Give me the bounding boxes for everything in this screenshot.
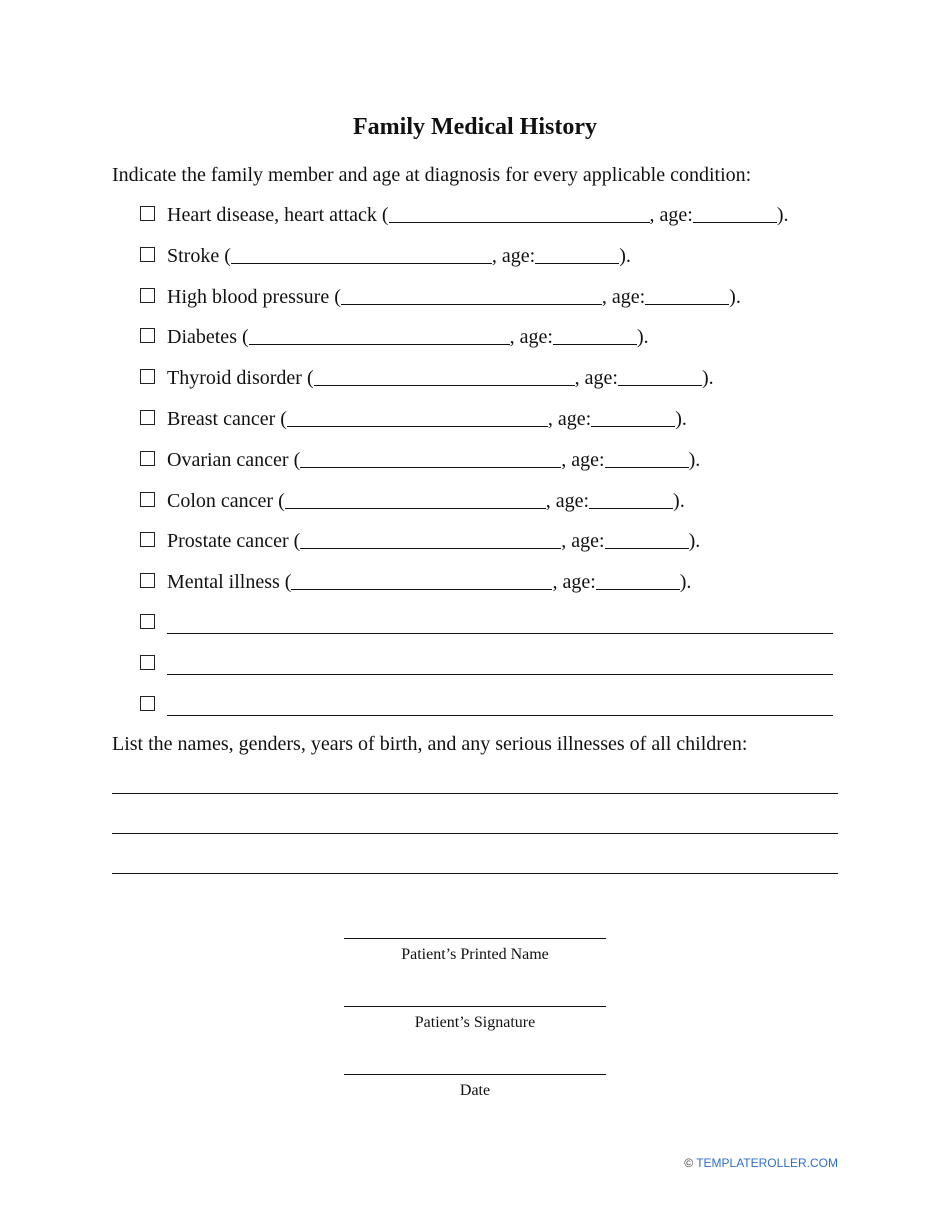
- condition-heart-disease: [140, 202, 833, 243]
- age-field[interactable]: [645, 284, 729, 305]
- date-label: Date: [459, 1082, 491, 1099]
- close-paren: ).: [673, 489, 685, 512]
- checkbox-mental-illness[interactable]: [140, 573, 155, 588]
- children-entry-line[interactable]: [112, 873, 838, 874]
- family-member-field[interactable]: [389, 202, 650, 223]
- templateroller-link[interactable]: TEMPLATEROLLER.COM: [696, 1156, 838, 1170]
- age-field[interactable]: [589, 488, 673, 509]
- printed-name-line[interactable]: [344, 938, 606, 939]
- family-member-field[interactable]: [300, 528, 561, 549]
- checkbox-high-blood-pressure[interactable]: [140, 288, 155, 303]
- condition-label: High blood pressure (: [167, 285, 341, 308]
- checkbox-stroke[interactable]: [140, 247, 155, 262]
- condition-label: Diabetes (: [167, 326, 249, 349]
- conditions-instructions: Indicate the family member and age at diagnosis for every applicable condition:: [112, 164, 752, 186]
- family-member-field[interactable]: [287, 406, 548, 427]
- other-condition-field[interactable]: [167, 653, 833, 675]
- condition-colon-cancer: [140, 488, 833, 529]
- other-condition-field[interactable]: [167, 694, 833, 716]
- age-field[interactable]: [605, 447, 689, 468]
- date-block: [344, 1074, 606, 1101]
- condition-label: Mental illness (: [167, 571, 292, 594]
- children-entry-line[interactable]: [112, 793, 838, 794]
- close-paren: ).: [619, 244, 631, 267]
- checkbox-ovarian-cancer[interactable]: [140, 451, 155, 466]
- other-condition-field[interactable]: [167, 612, 833, 634]
- checkbox-prostate-cancer[interactable]: [140, 532, 155, 547]
- family-member-field[interactable]: [231, 243, 492, 264]
- condition-other: [140, 692, 833, 733]
- age-field[interactable]: [618, 365, 702, 386]
- printed-name-label: Patient’s Printed Name: [401, 946, 549, 963]
- checkbox-other-condition[interactable]: [140, 696, 155, 711]
- age-label: , age:: [509, 326, 553, 349]
- page-title: Family Medical History: [353, 114, 597, 140]
- close-paren: ).: [729, 285, 741, 308]
- close-paren: ).: [688, 448, 701, 471]
- age-label: , age:: [491, 244, 536, 267]
- condition-ovarian-cancer: [140, 447, 833, 488]
- condition-prostate-cancer: [140, 528, 833, 569]
- condition-thyroid-disorder: [140, 365, 833, 406]
- family-member-field[interactable]: [291, 569, 552, 590]
- condition-label: Stroke (: [167, 244, 231, 267]
- date-line[interactable]: [344, 1074, 606, 1075]
- age-field[interactable]: [553, 324, 637, 345]
- age-field[interactable]: [591, 406, 675, 427]
- checkbox-diabetes[interactable]: [140, 328, 155, 343]
- age-label: , age:: [561, 448, 605, 471]
- footer-credit: [684, 1155, 838, 1171]
- condition-other: [140, 610, 833, 651]
- close-paren: ).: [636, 326, 649, 349]
- checkbox-colon-cancer[interactable]: [140, 492, 155, 507]
- age-field[interactable]: [605, 528, 689, 549]
- condition-label: Colon cancer (: [167, 489, 285, 512]
- checkbox-breast-cancer[interactable]: [140, 410, 155, 425]
- age-label: , age:: [547, 407, 592, 430]
- condition-mental-illness: [140, 569, 833, 610]
- checkbox-heart-disease[interactable]: [140, 206, 155, 221]
- age-label: , age:: [574, 367, 618, 390]
- condition-label: Thyroid disorder (: [167, 367, 314, 390]
- signature-line[interactable]: [344, 1006, 606, 1007]
- condition-breast-cancer: [140, 406, 833, 447]
- age-field[interactable]: [596, 569, 680, 590]
- condition-high-blood-pressure: [140, 284, 833, 325]
- age-label: , age:: [552, 571, 596, 594]
- condition-label: Ovarian cancer (: [167, 448, 301, 471]
- children-entry-line[interactable]: [112, 833, 838, 834]
- checkbox-other-condition[interactable]: [140, 614, 155, 629]
- close-paren: ).: [776, 204, 789, 226]
- signature-label: Patient’s Signature: [414, 1014, 536, 1031]
- age-label: , age:: [601, 285, 646, 308]
- condition-other: [140, 651, 833, 692]
- family-member-field[interactable]: [300, 447, 561, 468]
- family-member-field[interactable]: [341, 284, 602, 305]
- signature-block: [344, 1006, 606, 1033]
- conditions-list: [140, 202, 833, 732]
- printed-name-block: [344, 938, 606, 965]
- checkbox-thyroid-disorder[interactable]: [140, 369, 155, 384]
- close-paren: ).: [679, 571, 692, 594]
- checkbox-other-condition[interactable]: [140, 655, 155, 670]
- condition-diabetes: [140, 324, 833, 365]
- condition-stroke: [140, 243, 833, 284]
- condition-label: Heart disease, heart attack (: [167, 204, 389, 226]
- children-instructions: List the names, genders, years of birth, and any serious illnesses of all children:: [112, 733, 748, 755]
- age-field[interactable]: [693, 202, 777, 223]
- close-paren: ).: [701, 367, 714, 390]
- age-label: , age:: [649, 204, 693, 226]
- family-member-field[interactable]: [314, 365, 575, 386]
- close-paren: ).: [688, 530, 701, 553]
- family-member-field[interactable]: [249, 324, 510, 345]
- copyright-symbol: ©: [684, 1156, 694, 1170]
- family-member-field[interactable]: [285, 488, 546, 509]
- age-label: , age:: [561, 530, 605, 553]
- age-label: , age:: [545, 489, 590, 512]
- condition-label: Prostate cancer (: [167, 530, 301, 553]
- close-paren: ).: [675, 407, 687, 430]
- condition-label: Breast cancer (: [167, 407, 287, 430]
- age-field[interactable]: [535, 243, 619, 264]
